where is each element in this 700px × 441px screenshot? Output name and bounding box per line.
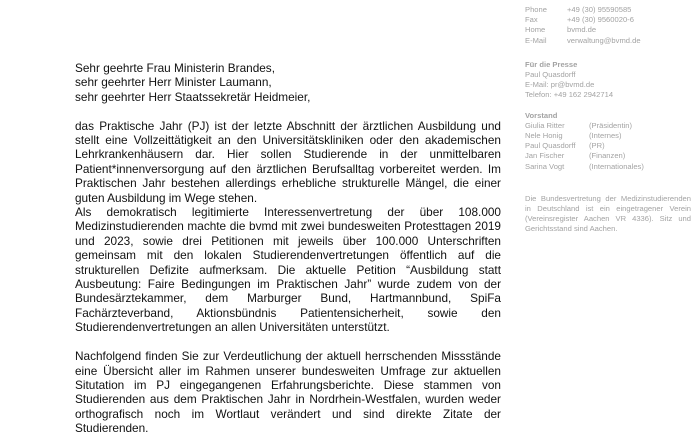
board-block [525, 111, 697, 172]
contact-label: E-Mail [525, 35, 547, 45]
salutation-line: Sehr geehrte Frau Ministerin Brandes, [75, 61, 275, 75]
member-role: (Internationales) [589, 161, 644, 171]
member-name: Sarina Vogt [525, 161, 565, 171]
member-name: Nele Honig [525, 131, 563, 141]
board-member [525, 151, 697, 161]
paragraph-group [75, 119, 501, 335]
contact-label: Home [525, 25, 546, 35]
contact-row-email [525, 36, 697, 46]
board-member [525, 131, 697, 141]
board-member [525, 141, 697, 151]
contact-value: +49 (30) 9560020-6 [567, 15, 634, 25]
salutation-block [75, 61, 501, 104]
contact-value: +49 (30) 95590585 [567, 5, 632, 14]
press-line: E-Mail: pr@bvmd.de [525, 80, 595, 90]
press-line: Paul Quasdorff [525, 70, 576, 80]
salutation-line: sehr geehrter Herr Staatssekretär Heidmeier, [75, 89, 311, 104]
member-name: Paul Quasdorff [525, 141, 576, 151]
member-role: (Präsidentin) [589, 120, 633, 130]
contact-row-phone [525, 5, 697, 15]
paragraph: Nachfolgend finden Sie zur Verdeutlichung der aktuell herrschenden Missstände eine Übersicht aller im Rahmen unserer bundesweiten Umfrage zur aktuellen Situtation im PJ eingegangenen Erfahrungsberichte. Diese stammen von Studierenden aus dem Praktischen Jahr in Nordrhein-Westfalen, wurden weder orthografisch noch im Wortlaut verändert und sind direkte Zitate der Studierenden. [75, 349, 501, 436]
contact-value-link[interactable]: bvmd.de [567, 25, 597, 35]
member-name: Giulia Ritter [525, 120, 565, 130]
member-role: (PR) [589, 141, 605, 151]
board-heading: Vorstand [525, 110, 558, 120]
paragraph-group [75, 349, 501, 435]
contact-label: Phone [525, 5, 547, 14]
association-note: Die Bundesvertretung der Medizinstudierenden in Deutschland ist ein eingetragener Verein (Vereinsregister Aachen VR 4336). Sitz und Gerichtsstand sind Aachen. [525, 193, 691, 234]
member-role: (Internes) [589, 131, 622, 141]
contact-label: Fax [525, 15, 538, 25]
board-member [525, 121, 697, 131]
paragraph: Als demokratisch legitimierte Interessenvertretung der über 108.000 Medizinstudierenden machte die bvmd mit zwei bundesweiten Protesttagen 2019 und 2023, sowie drei Petitionen mit jeweils über 100.000 Unterschriften gemeinsam mit den lokalen Studierendenvertretungen öffentlich auf die strukturellen Defizite aufmerksam. Die aktuelle Petition “Ausbildung statt Ausbeutung: Faire Bedingungen im Praktischen Jahr” wurde zudem von der Bundesärztekammer, dem Marburger Bund, Hartmannbund, SpiFa Fachärzteverband, Aktionsbündnis Patientensicherheit, sowie den Studierendenvertretungen an allen Universitäten unterstützt. [75, 205, 501, 335]
contact-block [525, 5, 697, 46]
contact-row-home [525, 25, 697, 35]
press-line: Telefon: +49 162 2942714 [525, 90, 614, 100]
contact-value-link[interactable]: verwaltung@bvmd.de [567, 35, 641, 45]
press-block [525, 60, 697, 101]
member-name: Jan Fischer [525, 151, 565, 161]
contact-row-fax [525, 15, 697, 25]
salutation-line: sehr geehrter Herr Minister Laumann, [75, 75, 272, 90]
member-role: (Finanzen) [589, 151, 626, 161]
letterhead-sidebar [525, 5, 697, 235]
paragraph: das Praktische Jahr (PJ) ist der letzte Abschnitt der ärztlichen Ausbildung und stellt eine Vollzeittätigkeit an den Universitätskliniken oder den akademischen Lehrkrankenhäusern dar. Hier sollen Studierende in der unmittelbaren Patient*innenversorgung auf den ärztlichen Berufsalltag vorbereitet werden. Im Praktischen Jahr bestehen allerdings erhebliche strukturelle Mängel, die einer guten Ausbildung im Wege stehen. [75, 118, 501, 205]
letter-body [75, 61, 501, 436]
press-heading: Für die Presse [525, 59, 578, 69]
board-member [525, 162, 697, 172]
